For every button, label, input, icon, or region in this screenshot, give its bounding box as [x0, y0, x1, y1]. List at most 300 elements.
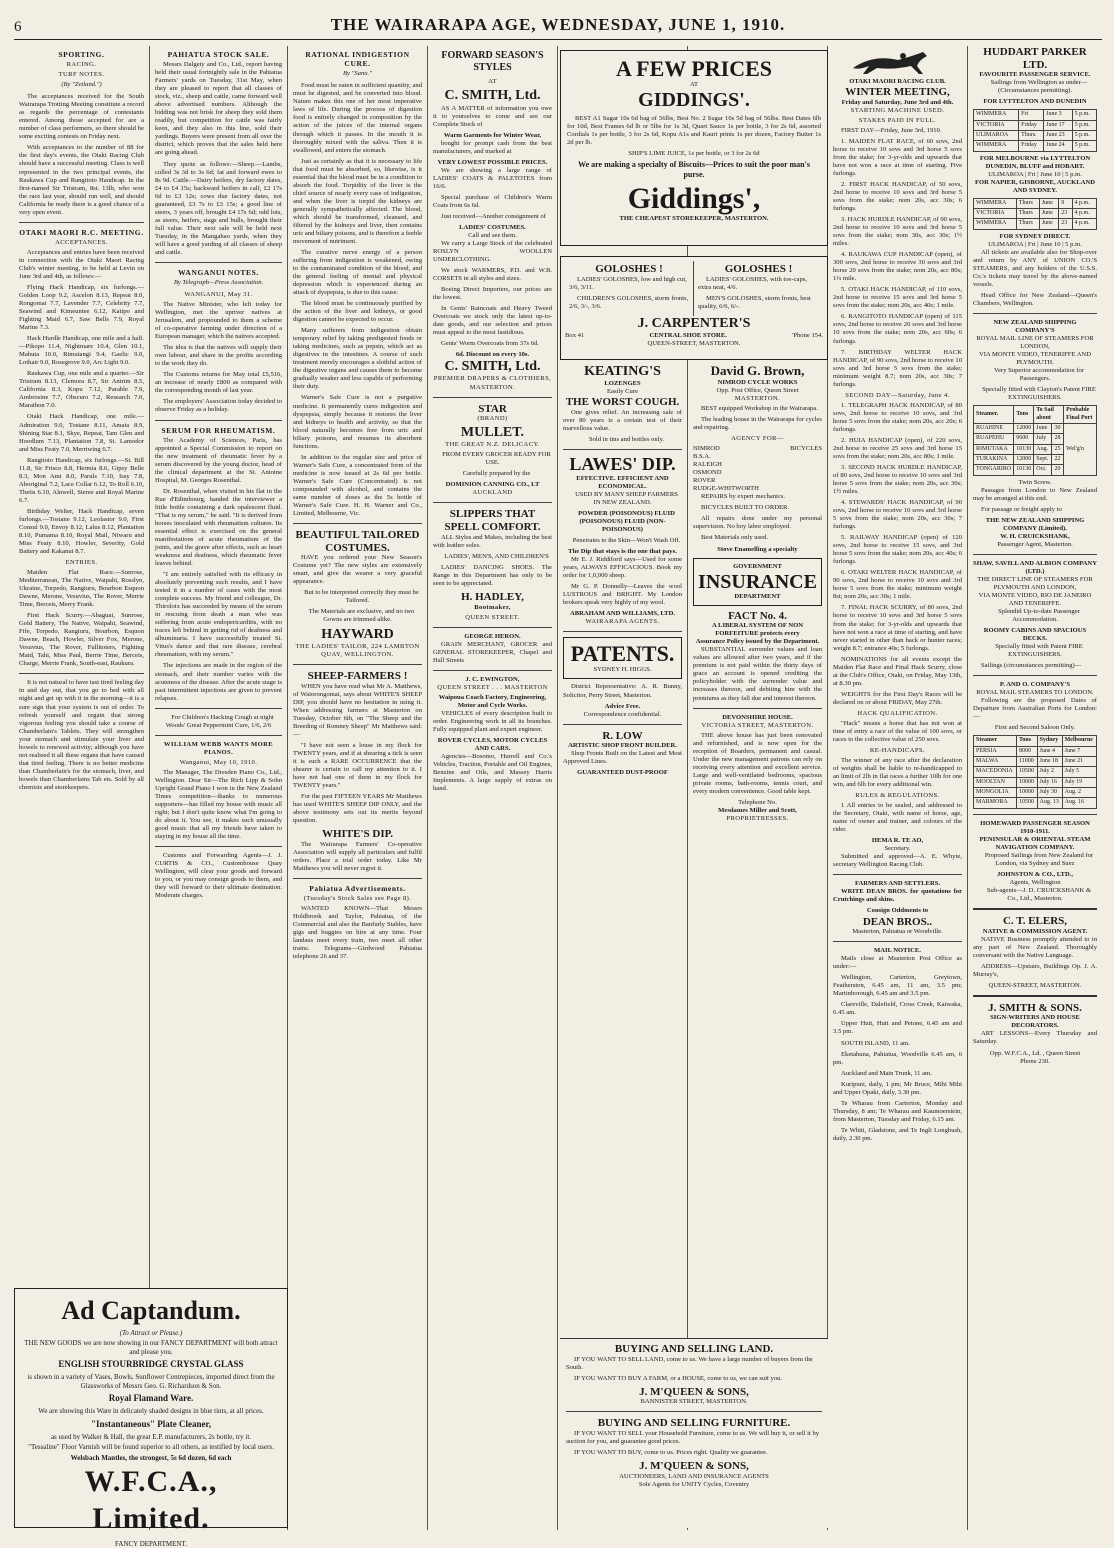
advertisement-text: LADIES' GOLOSHES, with toe-caps, extra neat, 4/6.	[698, 275, 807, 291]
advertisement-text: "Tessaline" Floor Varnish will be found superior to all others, as testified by local users.	[28, 1443, 274, 1452]
advertisement-text: Sailings from Wellington as under—(Circumstances permitting).	[990, 79, 1088, 95]
advertiser-name: HEMA R. TE AO,	[871, 837, 924, 845]
advertisement-text: Friday and Saturday, June 3rd and 4th.	[841, 98, 954, 106]
list-item: RALEIGH	[693, 461, 722, 469]
article-heading: SERUM FOR RHEUMATISM.	[161, 425, 276, 435]
advertisement-text: Passenger Agent, Masterton.	[997, 540, 1073, 548]
advertiser-name: JOHNSTON & CO., LTD.,	[996, 870, 1074, 878]
article-paragraph: The employers' Association today decided to observe Friday as a holiday.	[155, 398, 282, 414]
advertiser-name: J. C. EWINGTON,	[465, 675, 520, 683]
advertisement-text: Sub-agents—J. D. CRUICKSHANK & Co., Ltd., Masterton.	[986, 886, 1092, 902]
article-paragraph: Warner's Safe Cure is not a purgative medicine. It permanently cures indigestion and dyspepsia, simply because it restores the liver and kidneys to health and activity, so that the blood naturally becomes free from uric and biliary poisons, and resumes its absorbent functions.	[293, 394, 422, 450]
advertisement-text: AS A MATTER of information you owe it to yourselves to come and see our Complete Stock of	[433, 104, 552, 128]
advertisement-text: SECOND DAY—Saturday, June 4.	[845, 391, 950, 399]
advertiser-address: THE LADIES' TAILOR, 224 LAMBTON QUAY, WELLINGTON.	[295, 642, 420, 658]
advertisement-text: ROOMY CABINS AND SPACIOUS DECKS.	[983, 627, 1087, 643]
notice-text: Clareville, Dalefield, Cross Creek, Kaiwaka, 6.45 am.	[833, 1001, 962, 1017]
advertiser-name: DEVONSHIRE HOUSE.	[722, 713, 793, 721]
advertisement-text: For Children's Hacking Cough at night Woods' Great Peppermint Cure, 1/6, 2/6	[165, 713, 274, 729]
advertiser-address: THE CHEAPEST STOREKEEPER, MASTERTON.	[619, 214, 769, 222]
advertisement-text: IF YOU WANT TO BUY, come to us. Prices right. Quality we guarantee.	[574, 1449, 768, 1457]
article-heading: RATIONAL INDIGESTION CURE.	[305, 50, 410, 69]
advertiser-name: C. SMITH, Ltd.	[444, 359, 541, 375]
advertisement-text: All tickets are available also for Shop-over and return by ANY of UNION CO.'S STEAMERS, and any holders of the U.S.S. Co.'s tickets may travel by the above-named vessels.	[973, 248, 1097, 288]
advertisement-text: LADIES' GOLOSHES, low and high cut, 3/6, 3/11.	[569, 275, 687, 291]
advertisement-text: DEPARTMENT	[734, 592, 781, 600]
advertisement-text: HOMEWARD PASSENGER SEASON 1910-1911.	[980, 819, 1090, 835]
advertisement-text: GOVERNMENT	[733, 562, 782, 570]
list-item: ROVER	[693, 477, 716, 485]
advertisement-text: Submitted and approved—A. E. Whyte, secretary Wellington Racing Club.	[833, 853, 962, 869]
advertisement-text: Call and see them.	[468, 231, 517, 239]
article-paragraph: The Customs returns for May total £5,516, an increase of nearly £800 as compared with the corresponding month of last year.	[155, 371, 282, 395]
advertisement-text: MEN'S GOLOSHES, storm fronts, best quality, 6/6, 6/-.	[698, 294, 811, 310]
advertisement-text: CENTRAL SHOE STORE.	[649, 331, 727, 339]
advertisement-text: 1 All entries to be sealed, and addressed to the Secretary, Otaki, with name of horse, age, name of owner and trainer, and colours of the rider.	[833, 802, 962, 834]
article-paragraph: First Hack Scurry.—Abaguai, Sunrose, Gold Battery, The Native, Waipahi, Seawind, Fife, Torpedo, Rangiuru, Bourbon, Esquon Dawne, Beach, Howler, Silver Fox, Merone, Vesuvius, The Rover, Fullitoters, Fighting Maid, Tahi, Miss Paul, Berrie Time, Berceis, Charge, Merrie Frank, South-east, Raukura.	[19, 612, 144, 668]
advertisement-text: The Materials are exclusive, and no two Gowns are trimmed alike.	[308, 608, 415, 624]
table-row: VICTORIA Friday June 17 5 p.m.	[974, 120, 1097, 130]
advertisement-text: It is not natural to have tast tired feeling day in and day out, that you go to bed with all night and get up with it in the morning—it is a sure sign that your system is out of order. To refresh yourself and regain that strong vigorous feeling you should take a course of Chamberlain's Tablets. They will strengthen your stomach and stimulate your liver and bowels to renewed activity; although you have not realised it all these organs that have caused that tired feeling. There is no better medicine than Chamberlain's for the stomach, liver, and bowels than Chamberlains Tab ets. Sold by all chemists and storekeepers.	[19, 679, 144, 791]
advertisement-text: THE GREAT N.Z. DELICACY.	[445, 441, 540, 449]
table-row: WIMMERA Thurs June 9 4 p.m.	[974, 198, 1097, 208]
advertiser-address: MASTERTON.	[734, 395, 781, 402]
section-heading: Pahiatua Advertisements.	[309, 883, 406, 893]
advertisement-text: IF YOU WANT TO SELL your Household Furniture, come to us. We will buy it, or sell it by auction for you, and guarantee good prices.	[566, 1430, 820, 1446]
advertisement-text: Boeing Direct Importers, our prices are the lowest.	[433, 286, 552, 302]
advertiser-address: Opp. W.F.C.A., Ld. , Queen Street	[989, 1049, 1081, 1057]
advertisement-text: We carry a Large Stock of the celebrated ROSLYN WOOLLEN UNDERCLOTHING.	[433, 239, 552, 264]
advertisement-heading: FARMERS AND SETTLERS.	[854, 880, 941, 888]
advertiser-address: QUEEN-STREET, MASTERTON.	[988, 981, 1082, 989]
list-item: NIMROD	[693, 445, 720, 453]
advertisement-text: Twin Screw.	[1018, 478, 1052, 486]
advertisement-text: STAKES PAID IN FULL.	[858, 116, 937, 124]
advertiser-name: R. LOW	[602, 729, 643, 742]
goloshes-advertisement	[560, 256, 828, 360]
advertiser-name: W.F.C.A., Limited.	[84, 1465, 218, 1535]
advertisement-text: Mr G. P. Donnelly—Leaves the wool LUSTROUS and BRIGHT. My London brokers speak very highly of my wool.	[563, 583, 682, 607]
article-paragraph: Dr. Rosenthal, when visited in his flat in the Rue d'Edimbourg, handed the interviewer a little bottle containing a dark opalescent fluid. "That is my serum," he said. "It is derived from horses inoculated with rheumatism cultures. Its essential effect is exercised on the general manifestations of acute rheumatism of the joints, and the grave after effects, such as heart weakness and deafness, which rheumatic fever leaves behind.	[155, 487, 282, 568]
advertisement-text: ENGLISH STOURBRIDGE CRYSTAL GLASS	[58, 1359, 244, 1370]
article-paragraph: They quote as follows:—Sheep.—Lambs, culled 3s 3d to 3s 6d; fat and forward ewes to 8s 9d. Cattle.—Dairy heifers, dry factory dates, £4 to £4 15s; backward heifers in calf, £2 17s 6d to £3 12s; cows due factory dates, not guaranteed, £3 7s to £3 15s; a good line of steers, 3 years off, brought £4 17s 6d; odd lots, as steers, heifers, stags and bulls, brought their full value. Their next sale will be held next Tuesday, in the Mangahao yards, when they will have a good yarding of all classes of sheep and cattle.	[155, 160, 282, 256]
advertisement-text: SUBSTANTIAL surrender values and loan values are allowed after two years, and if the premium is not paid within the thirty days of grace an account is opened crediting the policyholder with the surrender value and increases thereon, and debiting him with the premiums as they fall due and interest thereon.	[693, 646, 822, 702]
steamer-table	[973, 405, 1097, 475]
advertiser-name: J. M'QUEEN & SONS,	[639, 1460, 749, 1473]
advertisement-text: The leading house in the Wairarapa for cycles and repairing.	[693, 416, 822, 432]
advertisement-text: Splendid Up-to-date Passenger Accommodation.	[998, 607, 1080, 623]
advertisement-text: Special purchase of Children's Warm Coats from 6s 6d.	[433, 193, 552, 209]
advertisement-text: LADIES' COSTUMES.	[459, 223, 526, 231]
advertisement-text: FOR MELBOURNE via LYTTELTON DUNEDIN, BLUFF and HOBART.	[979, 154, 1091, 170]
advertisement-text: FOR LYTTELTON AND DUNEDIN	[983, 98, 1087, 106]
advertisement-text: AGENCY FOR—	[731, 435, 784, 443]
article-paragraph: Hack Hurdle Handicap, one mile and a half.—Pikopo 11.4, Nightmare 10.4, Glen 10.1, Mahuta 10.0, Rimutangi 9.4, Gaelic 9.0, Lothair 9.0, Rosegrove 9.0, Arc Light 9.0.	[19, 335, 144, 367]
table-row: TURAKINA 12000 Sept. 22	[974, 454, 1097, 464]
advertisement-text: Sold in tins and bottles only.	[588, 435, 665, 443]
advertisement-text: Specially fitted with Patent FIRE EXTINGUISHERS.	[995, 643, 1083, 659]
advertisement-text: THE above house has just been renovated and refurnished, and is now open for the reception of Boarders, permanent and casual. Under the new management patrons can rely on receiving every attention and excellent service. Large and well-ventilated bedrooms, spacious private rooms, bath-rooms, tennis court, and every modern convenience. Good table kept.	[693, 731, 822, 795]
sailings-table	[973, 198, 1097, 230]
race-entry: 3. HACK HURDLE HANDICAP, of 90 sovs, 2nd horse to receive 10 sovs and 3rd horse 5 sovs from the stake; nom 30s, acc 30s; 1½ miles.	[833, 216, 962, 248]
advertisement-text: Very Superior accommodation for Passengers.	[994, 367, 1084, 383]
advertisement-text: Agents, Wellington	[1009, 878, 1061, 886]
advertisement-text: WANTED KNOWN—That Messrs Holdbrook and Taylor, Pahiatua, of the Commercial and also the Banfurly Stables, have gigs and buggies on hire at any time. Four landaus meet every train, two meet all other trains. Telegrams—Girdwood Pahiatua telephone 26 and 37.	[293, 905, 422, 961]
race-entry: 7. FINAL HACK SCURRY, of 80 sovs, 2nd horse to receive 10 sovs and 3rd horse 5 sovs from the stake; for 3-yr-olds and upwards that have not won a race at time of starting, and have never started in other than hack or hunter races; weight 8.7; entrance 40s; 5 furlongs.	[833, 604, 962, 652]
advertiser-name: THE NEW ZEALAND SHIPPING COMPANY (Limited).	[985, 516, 1085, 532]
advertisement-text: BICYCLES BUILT TO ORDER.	[701, 504, 790, 512]
advertisement-text: AT	[689, 81, 699, 89]
table-header: Steamer Tons Sydney Melbourne	[974, 736, 1097, 746]
sailings-table	[973, 109, 1097, 151]
advertisement-text: The Dip that stays is the one that pays.	[568, 547, 677, 555]
advertiser-name: PENINSULAR & ORIENTAL STEAM NAVIGATION COMPANY.	[979, 835, 1091, 851]
table-row: TONGARIRO 10130 Oct. 20	[974, 465, 1097, 475]
advertiser-address: QUEEN-STREET, MASTERTON.	[647, 339, 741, 347]
column-4	[428, 46, 558, 1530]
advertisement-text: The Wairarapa Farmers' Co-operative Association will supply all particulars and fulfil orders. Place a trial order today. Like Mr Matthews you will never regret it.	[293, 840, 422, 872]
advertiser-name: SHAW, SAVILL AND ALBION COMPANY (LTD.)	[973, 559, 1097, 575]
article-paragraph: The acceptances received for the South Wairarapa Trotting Meeting constitute a record as regards the percentage of contestants entered. Among those accepted for are a number of class performers, so there should be some exciting contests on Friday next.	[19, 93, 144, 141]
advertisement-text: SHIP'S LIME JUICE, 1s per bottle, or 3 for 2s 6d	[628, 150, 760, 158]
advertisement-text: We are making a specialty of Biscuits—Prices to suit the poor man's purse.	[578, 160, 810, 180]
advertiser-name: H. HADLEY,	[461, 590, 524, 603]
notice-text: Mails close at Masterton Post Office as under:—	[833, 955, 962, 971]
table-header: Steamer. Tons To Sail about Probable Final Port	[974, 406, 1097, 424]
advertiser-name: C. SMITH, Ltd.	[444, 88, 541, 104]
table-row: RIMUTAKA 10130 Aug. 25	[974, 444, 1097, 454]
advertisement-heading: WINTER MEETING,	[845, 86, 950, 99]
column-7	[828, 46, 968, 1530]
advertisement-text: THE DIRECT LINE OF STEAMERS FOR PLYMOUTH AND LONDON,	[977, 575, 1093, 591]
notice-text: Wellington, Carterton, Greytown, Featherston, 6.45 am, 11 am, 3.5 pm; Martinborough, 6.45 am and 3.5 pm.	[833, 974, 962, 998]
advertisement-heading: Waipoua Coach Factory, Engineering, Motor and Cycle Works.	[438, 693, 547, 709]
advertisement-text: We stock WARMERS, P.D. and W.B. CORSETS in all styles and sizes.	[433, 267, 552, 283]
advertiser-name: KEATING'S	[584, 364, 661, 379]
advertiser-name: C. T. ELERS,	[1002, 914, 1068, 927]
column-3	[288, 46, 428, 1530]
advertisement-text: Proposed Sailings from New Zealand for London, via Sydney and Suez	[984, 851, 1094, 867]
advertisement-text: 6d. Discount on every 10s.	[455, 351, 530, 359]
byline: (By "Zetland.")	[61, 81, 102, 89]
race-entry: 3. SECOND HACK HURDLE HANDICAP, of 80 sovs, 2nd horse to receive 10 sovs and 3rd horse 5 sovs from the stake; nom 20s, acc 30s; 1½ miles.	[833, 463, 962, 496]
race-entry: 2. HUIA HANDICAP (open), of 220 sovs, 2nd horse to receive 25 sovs and 3rd horse 15 sovs from the stake; nom 20s, acc 80s; 1 mile.	[833, 436, 962, 460]
advertisement-text: (To Attract or Please.)	[119, 1328, 183, 1337]
advertisement-text: AUCTIONEERS, LAND AND INSURANCE AGENTS	[619, 1472, 769, 1480]
advertisement-text: Secretary.	[884, 845, 911, 853]
article-paragraph: The curative nerve energy of a person suffering from indigestion is weakened, owing to the contaminated condition of the blood, and the general feeling of mental and physical depression which is experienced during an attack of dyspepsia, is due to this cause.	[293, 248, 422, 297]
advertisement-text: "Instantaneous" Plate Cleaner,	[91, 1418, 211, 1429]
article-paragraph: In addition to the regular size and price of Warner's Safe Cure, a concentrated form of the medicine is now issued at 2s 6d per bottle. Warner's Safe Cure (Concentrated) is not compounded with alcohol, and contains the same number of doses as the 5s bottle of Warner's Safe Cure. H. H. Warner and Co., Limited, Melbourne, Vic.	[293, 453, 422, 517]
advertisement-heading: THE WORST COUGH.	[565, 396, 680, 409]
advertisement-heading: FACT No. 4.	[728, 609, 787, 622]
page-number: 6	[14, 18, 22, 35]
article-paragraph: The injections are made in the region of the stomach, and their number varies with the acuteness of the disease. After the acute stage is past intermittent injections are given to prevent relapses.	[155, 662, 282, 702]
advertisement-text: FANCY DEPARTMENT.	[115, 1539, 187, 1548]
advertiser-name: P. AND O. COMPANY'S	[999, 681, 1071, 689]
advertisement-text: The winner of any race after the declaration of weights shall be liable to re-handicapped to an limit of 2lb in flat races a further 10lb for one win, and 6lb for every additional win.	[833, 756, 962, 789]
advertisement-text: CHILDREN'S GOLOSHES, storm fronts, 2/6, 3/-, 3/6.	[569, 294, 689, 310]
table-row: PERSIA 8000 June 4 June 7	[974, 746, 1097, 756]
advertisement-text: Just received—Another consignment of	[441, 212, 546, 220]
advertisement-text: All repairs done under my personal supervision. No boy labor employed.	[693, 515, 822, 531]
advertisement-heading: MULLET.	[460, 425, 525, 441]
advertisement-text: RULES & REGULATIONS.	[855, 792, 940, 800]
notice-text: Te Wharau from Carterton, Monday and Thursday, 8 am; Te Wharau and Kaumoerstein, from Masterton, Tuesday and Friday, 6.15 am.	[833, 1099, 962, 1123]
advertisement-text: GRAIN MERCHANT, GROCER and GENERAL STOREKEEPER, Chapel and Hall Streets	[433, 640, 552, 664]
race-entry: 5. RAILWAY HANDICAP (open) of 120 sovs, 2nd horse to receive 15 sovs, and 3rd horse 5 sovs from the stake; nom 20s, acc 40s; 6 furlongs.	[833, 534, 962, 566]
section-subheading: (Tuesday's Stock Sales see Page 8).	[303, 895, 412, 902]
advertisement-text: One gives relief. An increasing sale of over 80 years is a certain test of their marvellous value.	[563, 408, 682, 432]
advertisement-text: NOMINATIONS for all events except the Maiden Flat Race and Final Hack Scurry, close at the Club's Office, Otaki, on Friday, May 13th, at 8.30 pm.	[833, 655, 962, 687]
advertiser-name: HUDDART PARKER LTD.	[983, 46, 1087, 71]
advertiser-name: DOMINION CANNING CO., LT	[445, 481, 540, 489]
advertisement-heading: Ad Captandum.	[61, 1296, 241, 1325]
article-paragraph: Flying Hack Handicap, six furlongs.—Golden Loop 9.2, Ascelon 8.13, Repeat 8.0, Rongomai 7.7, Lavender 7.7, Celebrity 7.7, Seawind and Kimeuntee 6.12, Katipo and Fighting Maid 6.7, Saw Bells 7.9, Royal Marine 7.3.	[19, 284, 144, 332]
advertisement-text: WEIGHTS for the First Day's Races will be declared on or about FRIDAY, May 27th.	[833, 690, 962, 706]
advertisement-text: ROYAL MAIL LINE OF STEAMERS FOR LONDON,	[976, 335, 1094, 351]
advertisement-text: RE-HANDICAPS.	[869, 746, 926, 754]
advertisement-text: SIGN-WRITERS AND HOUSE DECORATORS.	[990, 1014, 1080, 1030]
advertiser-name: J. CARPENTER'S	[637, 315, 751, 331]
ad-captandum-advertisement	[14, 1288, 288, 1548]
article-paragraph: "I am entirely satisfied with its efficacy in absolutely preventing such results, and I have tested it in a number of cases with the most complete success. My friend and colleague, Dr. Thiroloix has succeeded by means of the serum in rescuing from death a man who was suffering from acute endopericarditis, with no traces left behind in getting rid of deafness and albuminuria. I have successfully treated St. Vitus's dance and that rare disease, cerebral rheumatism, with my serum."	[155, 571, 282, 659]
article-paragraph: Birthday Welter, Hack Handicap, seven furlongs.—Tostane 9.12, Leolastor 9.0, First Consul 9.0, Envoy 8.12, Lalus 8.12, Plantation 8.10, Pumama 8.10, Royal Mail, Niwaru and Miss Featy 8.10, Howler, Severity, Gold Battery and Kakanui 8.7.	[19, 507, 144, 555]
article-paragraph: Many sufferers from indigestion obtain temporary relief by taking predigested foods or taking medicines, such as pepsin, which act as digestives in the intestines. A course of such treatment merely encourages a slothful action of the digestive organs and causes them to become gradually weaker and less capable of performing their duty.	[293, 327, 422, 391]
advertisement-text: THE NEW GOODS we are now showing in our FANCY DEPARTMENT will both attract and please you.	[24, 1339, 278, 1356]
advertiser-name: NEW ZEALAND SHIPPING COMPANY'S	[993, 319, 1077, 335]
race-entry: 7. BIRTHDAY WELTER HACK HANDICAP, of 90 sovs, 2nd horse to receive 10 sovs and 3rd horse 5 sovs from the stake; minimum weight 8.7; nom 20s, acc 30s; 7 furlongs.	[833, 348, 962, 388]
table-row: WIMMERA Friday June 24 5 p.m.	[974, 141, 1097, 151]
agency-list	[693, 445, 822, 493]
table-row: VICTORIA Thurs June 23 4 p.m.	[974, 209, 1097, 219]
advertisement-text: LOZENGES	[604, 380, 641, 388]
advertisement-text: NATIVE Business promptly attended to in any part of New Zealand. Thoroughly conversant with the Native Language.	[973, 935, 1097, 959]
patents-advertisement	[563, 637, 682, 679]
advertiser-name: W. H. CRUICKSHANK,	[1000, 532, 1070, 540]
advertisement-text: IF YOU WANT TO BUY A FARM, or a HOUSE, come to us, we can suit you.	[574, 1374, 783, 1382]
advertisement-text: Head Office for New Zealand—Queen's Chambers, Wellington.	[973, 291, 1097, 307]
list-item: RUDGE-WHITWORTH	[693, 485, 759, 493]
advertisement-heading: GOLOSHES !	[595, 263, 663, 275]
advertisement-text: The Manager, The Dresden Piano Co., Ltd., Wellington. Dear Sir—The Rich Lipp & Sohn Upright Grand Piano I won in the New Zealand Times competition—thanks to numerous supporters—has filled my house with music all right; but I don't quite know what I'm going to do about it. You see, it makes such unusually good music that all my friends have taken to staying in my house all the time.	[155, 768, 282, 841]
advertisement-text: STARTING MACHINE USED.	[850, 106, 945, 114]
advertisement-text: Agencies—Bosomo, Hurrell and Co.'s Vehicles, Traction, Portable and Oil Engines, Benzine and Oils, and Massey Harris Implements. A large supply of extras on hand.	[433, 753, 552, 793]
advertisement-text: For the past FIFTEEN YEARS Mr Matthews has used WHITE'S SHEEP DIP ONLY, and the above testimony sets out its merits beyond question.	[293, 792, 422, 825]
masthead	[14, 10, 1102, 40]
advertisement-text: Box 41	[565, 331, 585, 339]
advertisement-text: District Representative: A. R. Bunny, Solicitor, Perry Street, Masterton.	[563, 683, 682, 699]
article-subheading: ENTRIES.	[65, 559, 98, 566]
advertisement-text: Assurance Policy issued by the Department.	[695, 638, 820, 646]
notice-text: Upper Hutt, Hutt and Petone, 6.45 am and 3.5 pm.	[833, 1020, 962, 1036]
notice-text: SOUTH ISLAND, 11 am.	[841, 1039, 910, 1047]
advertisement-text: LADIES' DANCING SHOES. The Range in this Department has only to be seen to be appreciated.	[433, 563, 552, 587]
list-item: OSMOND	[693, 469, 722, 477]
advertisement-text: WHEN you have read what Mr A. Matthews, of Waiorongomai, says about WHITE'S SHEEP DIP, you should have no hesitation in using it. When addressing farmers at Masterton on Tuesday, October 6th, on "The Sheep and the Breeding of Romney Sheep" Mr Matthews said:—	[293, 682, 422, 738]
advertisement-text: Gents' Worm Overcoats from 37s 6d.	[441, 340, 539, 348]
advertiser-name: David G. Brown,	[710, 363, 805, 378]
advertisement-text: USED BY MANY SHEEP FARMERS IN NEW ZEALAND.	[575, 490, 678, 506]
table-row: MACEDONIA 10500 July 2 July 5	[974, 767, 1097, 777]
race-entry: 6. OTAKI WELTER HACK HANDICAP, of 90 sovs, 2nd horse to receive 10 sovs and 3rd horse 5 sovs from the stake; minimum weight 8st; nom 20s, acc 30s; 1 mile.	[833, 569, 962, 601]
advertisement-text: bought for prompt cash from the best manufacturers, and marked at	[433, 139, 552, 155]
advertisement-text: Sole Agents for UNITY Cycles, Coventry	[638, 1480, 750, 1488]
advertisement-text: IF YOU WANT TO SELL LAND, come to us. We have a large number of buyers from the South.	[566, 1355, 813, 1371]
advertiser-address: QUEEN STREET.	[465, 613, 520, 621]
advertisement-text: We are showing this Ware in delicately shaded designs in blue tints, at all prices.	[38, 1407, 264, 1416]
table-row: ULIMAROA Thurs. June 23 5 p.m.	[974, 131, 1097, 141]
race-entry: 4. STEWARDS' HACK HANDICAP, of 90 sovs, 2nd horse to receive 10 sovs and 3rd horse 5 sovs from the stake; nom 20s, acc 30s; 7 furlongs.	[833, 499, 962, 531]
advertisement-text: is shown in a variety of Vases, Bowls, Sunflower Centrepieces, imported direct from the Glassworks of Messrs Geo. G. Richardson & Son.	[27, 1373, 275, 1390]
advertisement-text: Bootmaker,	[474, 603, 511, 611]
advertisement-text: FROM EVERY GROCER READY FOR USE.	[442, 451, 551, 467]
byline: By Telegraph—Press Association.	[173, 279, 264, 287]
advertisement-text: First and Second Saloon Only.	[994, 724, 1076, 732]
advertisement-text: Following are the proposed Dates of Departure from Australian Ports for London:—	[973, 697, 1097, 721]
advertiser-name: LAWES' DIP.	[569, 453, 676, 474]
advertisement-heading: SHEEP-FARMERS !	[307, 669, 408, 682]
advertisement-text: A LIBERAL SYSTEM OF NON	[712, 622, 803, 630]
table-row: WIMMERA Thurs June 23 4 p.m.	[974, 219, 1097, 229]
advertisement-text: PROPRIETRESSES.	[726, 814, 789, 822]
article-paragraph: Maiden Flat Race.—Sunrose, Mediterranean, The Native, Waipahi, Rosslyn, Ukraine, Torpedo, Rangiuru, Bourbon Esquon Dawne, Merone, Vesuvius, The Rover, Merrie Time, Berceis, Merry Frank.	[19, 569, 144, 609]
article-paragraph: The Native Minister, who left today for Wellington, met the upriver natives at Jerusalem, and propounded to them a scheme of co-operative farming under direction of a European manager, which the natives accepted.	[155, 301, 282, 341]
advertiser-name: GEORGE HERON.	[464, 632, 521, 640]
advertisement-text: FORFEITURE protects every	[715, 630, 800, 638]
advertiser-logo: Giddings',	[627, 181, 761, 215]
advertiser-address: AUCKLAND	[472, 489, 513, 497]
advertisement-heading: BEAUTIFUL TAILORED COSTUMES.	[295, 528, 420, 554]
advertisement-text: HAVE you ordered your New Season's Costume yet? The new styles are extensively smart, and give the wearer a very graceful appearance.	[293, 554, 422, 586]
advertisement-text: ALL Styles and Makes, including the best with leather soles.	[433, 533, 552, 549]
advertisement-text: Welsbach Mantles, the strongest, 5s 6d dozen, 6d each	[70, 1453, 232, 1462]
advertisement-heading: GOLOSHES !	[724, 263, 793, 275]
advertisement-text: Telephone No.	[738, 798, 777, 806]
advertiser-address: QUEEN STREET . . . MASTERTON	[437, 683, 548, 691]
mqueen-advertisement	[560, 1338, 828, 1528]
race-entry: 1. MAIDEN FLAT RACE, of 60 sovs, 2nd horse to receive 10 sovs and 3rd horse 5 sovs from the stake; for 3-yr-olds and upwards that have not won a race at time of starting. Five furlongs.	[833, 137, 962, 177]
advertiser-name: J. SMITH & SONS.	[988, 1001, 1082, 1014]
notice-text: Auckland and Main Trunk, 11 am.	[841, 1069, 932, 1077]
advertisement-text: WRITE DEAN BROS. for quotations for Crutchings and skins.	[833, 888, 962, 904]
advertiser-address: PREMIER DRAPERS & CLOTHIERS, MASTERTON.	[433, 375, 552, 391]
advertisement-text: Best Materials only used.	[701, 534, 769, 542]
notice-heading: MAIL NOTICE.	[874, 947, 921, 955]
advertisement-text: Sailings (circumstances permitting)—	[981, 662, 1082, 670]
advertisement-heading: SLIPPERS THAT SPELL COMFORT.	[444, 508, 541, 534]
advertisement-text: Stove Enamelling a specialty	[717, 545, 798, 553]
table-row: MOOLTAN 10000 July 16 July 19	[974, 777, 1097, 787]
advertiser-name: SYDNEY H. HIGGS.	[593, 666, 652, 674]
advertisement-text: BEST equipped Workshop in the Wairarapa.	[701, 405, 818, 413]
advertisement-text: Consign Oddments to	[866, 907, 929, 915]
byline: By "Sano."	[343, 70, 372, 78]
advertiser-address: VICTORIA STREET, MASTERTON.	[701, 721, 814, 729]
section-subheading: RACING.	[66, 61, 97, 69]
advertiser-phone: Phone 230.	[1020, 1057, 1050, 1065]
advertiser-name: DEAN BROS..	[862, 915, 933, 928]
advertisement-text: VEHICLES of every description built to order. Engineering work in all its branches. Fully equipped plant and expert engineer.	[433, 709, 552, 733]
advertisement-text: Warm Garments for Winter Wear,	[443, 131, 542, 139]
advertisement-heading: PATENTS.	[570, 641, 675, 667]
advertiser-name: WHITE'S DIP.	[321, 828, 394, 841]
advertisement-text: VERY LOWEST POSSIBLE PRICES.	[437, 158, 548, 166]
article-paragraph: Food must be eaten in sufficient quantity, and must be digested, and be converted into blood. Nature makes this one of her most imperative laws of life. During the process of digestion food is entirely changed in composition by the action of the juices of the internal organs through which it passes. In the mouth it is thoroughly mixed with the saliva. Then it is swallowed, and enters the stomach.	[293, 82, 422, 154]
table-row: MALWA 11000 June 18 June 21	[974, 757, 1097, 767]
advertisement-heading: A FEW PRICES	[615, 56, 773, 81]
racehorse-icon	[843, 48, 953, 76]
advertisement-heading: BUYING AND SELLING LAND.	[614, 1343, 774, 1355]
steamer-table	[973, 735, 1097, 808]
race-entry: 5. OTAKI HACK HANDICAP, of 110 sovs, 2nd horse to receive 15 sovs and 3rd horse 5 sovs from the stake; nom 20s, acc 40s; 1 mile.	[833, 286, 962, 310]
advertisement-text: NATIVE & COMMISSION AGENT.	[982, 927, 1088, 935]
advertisement-text: REPAIRS by expert mechanics.	[701, 493, 785, 501]
advertisement-text: Specially fitted with Clayton's Patent FIRE EXTINGUISHERS.	[982, 386, 1096, 402]
advertisement-text: Mr E. J. Riddiford says—Used for some years, ALWAYS EFFICACIOUS. Book my order for 1,0,000 sheep.	[563, 556, 682, 580]
notice-text: Eketahuna, Pahiatua, Woodville 6.45 am, 6 pm.	[833, 1050, 962, 1066]
article-paragraph: The Academy of Sciences, Paris, has appointed a Special Commission to report on the new treatment of rheumatic fever by a serum discovered by the young doctor, head of the clinical department at the St. Antoine Hospital, M. Georges Rosenthal.	[155, 436, 282, 484]
advertisement-text: "Hack" means a horse that has not won at time of entry a race of the value of 100 sovs, or races to the collective value of 250 sovs.	[833, 719, 962, 743]
advertisement-text: FOR NAPIER, GISBORNE, AUCKLAND AND SYDNEY.	[975, 178, 1095, 194]
race-entry: 4. RAUKAWA CUP HANDICAP (open), of 300 sovs, 2nd horse to receive 30 sovs and 3rd horse 20 sovs from the stake; nom 20s, acc 80s; 1¼ mile.	[833, 251, 962, 283]
advertisement-text: EFFECTIVE. EFFICIENT AND ECONOMICAL.	[576, 474, 669, 490]
article-paragraph: The idea is that the natives will supply their own labour, and share in the profits according to the work they do.	[155, 344, 282, 368]
advertiser-name: OTAKI MAORI RACING CLUB.	[849, 78, 946, 85]
table-row: MARMORA 10500 Aug. 13 Aug. 16	[974, 798, 1097, 808]
giddings-advertisement	[560, 50, 828, 246]
article-heading: PAHIATUA STOCK SALE.	[167, 50, 270, 59]
article-subheading: ACCEPTANCES.	[55, 238, 108, 246]
advertisement-text: (BRAND)	[477, 415, 508, 423]
advertisement-text: We are showing a large range of LADIES' COATS & PALETOTES from 16/6.	[433, 166, 552, 190]
insurance-advertisement	[693, 558, 822, 606]
list-item: B.S.A.	[693, 453, 711, 461]
advertisement-text: Shop Fronts Built on the Latest and Most Approved Lines.	[563, 750, 682, 766]
article-paragraph: Rangitoto Handicap, six furlongs.—St. Bill 11.8, Sir Frisco 8.8, Hermia 8.6, Gipsy Belle 8.3, Mon Ami 8.0, Paruls 7.10, Issy 7.8, Aboriginal 7.2, Lace Collar 6.12, To Roll 6.10, Thetis 6.10, Alnwell, Steree and Royal Marine 6.7.	[19, 456, 144, 504]
advertisement-text: ARTISTIC SHOP FRONT BUILDER.	[568, 742, 677, 750]
advertisement-text: BEST A1 Sugar 10s 6d bag of 56lbs, Best No. 2 Sugar 10s 5d bag of 56lbs. Best Dates 6lb for 10d, Best Frames 6d lb or 5lbs for 1s 3d, Quart Sauce 1s per bottle, 3 for 2s 6d, assorted Cordials 1s per bottle, 3 for 2s 6d, Kopu A1s and Kauri prints 1s per dozen, Factory Butter 1s 2d per lb.	[567, 115, 821, 147]
race-entry: 2. FIRST HACK HANDICAP, of 50 sovs, 2nd horse to receive 10 sovs and 3rd horse 5 sovs from the stake; nom 20s, acc 30s; 6 furlongs.	[833, 180, 962, 213]
article-paragraph: Messrs Dalgety and Co., Ltd., report having held their usual fortnightly sale in the Pahiatua Farmers' yards on Tuesday, 31st May, when they are pleased to report that all classes of stock, viz., sheep and cattle, came forward well above advertised numbers. Although the bidding was not brisk for sheep they sold them readily, but competition for cattle was fairly keen, and they also in this line, sold their yardings. Buyers were present from all over the district, which proves that the sales held here are going ahead.	[155, 61, 282, 157]
advertisement-text: Advice Free.	[604, 702, 641, 710]
advertisement-text: as used by Walker & Hall, the great E.P. manufacturers, 2s bottle, try it.	[50, 1432, 252, 1441]
advertisement-heading: BUYING AND SELLING FURNITURE.	[597, 1417, 791, 1430]
table-row: WIMMERA Fri June 3 5 p.m.	[974, 110, 1097, 120]
column-8	[968, 46, 1102, 1530]
advertisement-heading: WILLIAM WEBB WANTS MORE PIANOS.	[163, 740, 274, 756]
advertiser-phone: 'Phone 154.	[792, 331, 823, 339]
advertisement-text: ART LESSONS—Every Thursday and Saturday.	[973, 1030, 1097, 1046]
advertisement-text: FOR SYDNEY DIRECT.	[999, 232, 1071, 240]
advertisement-text: Correspondence confidential.	[583, 710, 662, 718]
advertisement-text: Penetrates to the Skin—Won't Wash Off.	[572, 536, 681, 544]
advertisement-heading: NIMROD CYCLE WORKS	[717, 378, 798, 386]
table-row: RUAPEHU 9600 July 28	[974, 434, 1097, 444]
advertisement-text: ADDRESS—Upstairs, Buildings Op. J. A. Murray's,	[973, 962, 1097, 978]
advertisement-text: In Gents' Raincoats and Heavy Tweed Overcoats we stock only the latest up-to-date goods, and our selection and prices must appeal to the most fastidious.	[433, 305, 552, 337]
advertiser-name: Mesdames Miller and Scott,	[718, 806, 797, 814]
list-item: BICYCLES	[790, 445, 822, 453]
newspaper-title: THE WAIRARAPA AGE, WEDNESDAY, JUNE 1, 1910.	[330, 15, 786, 35]
advertisement-text: LADIES', MEN'S, AND CHILDREN'S	[444, 552, 549, 560]
section-subheading: TURF NOTES.	[58, 71, 105, 79]
table-row: MONGOLIA 10000 July 30 Aug. 2	[974, 787, 1097, 797]
article-paragraph: Otaki Hack Handicap, one mile.—Admiration 9.0, Tostane 8.11, Amata 8.9, Shining Star 8.1, Skye, Repeat, Tam Glen and Hoodlum 7.13, Plantation 7.8, St. Lamodor and Miss Featy 7.0, Merriwing 6.7.	[19, 413, 144, 453]
advertisement-text: Easily Cure	[607, 388, 638, 396]
advertisement-text: GUARANTEED DUST-PROOF	[577, 769, 668, 777]
advertisement-text: ULIMAROA | Fri | June 10 | 5 p.m.	[988, 170, 1082, 178]
